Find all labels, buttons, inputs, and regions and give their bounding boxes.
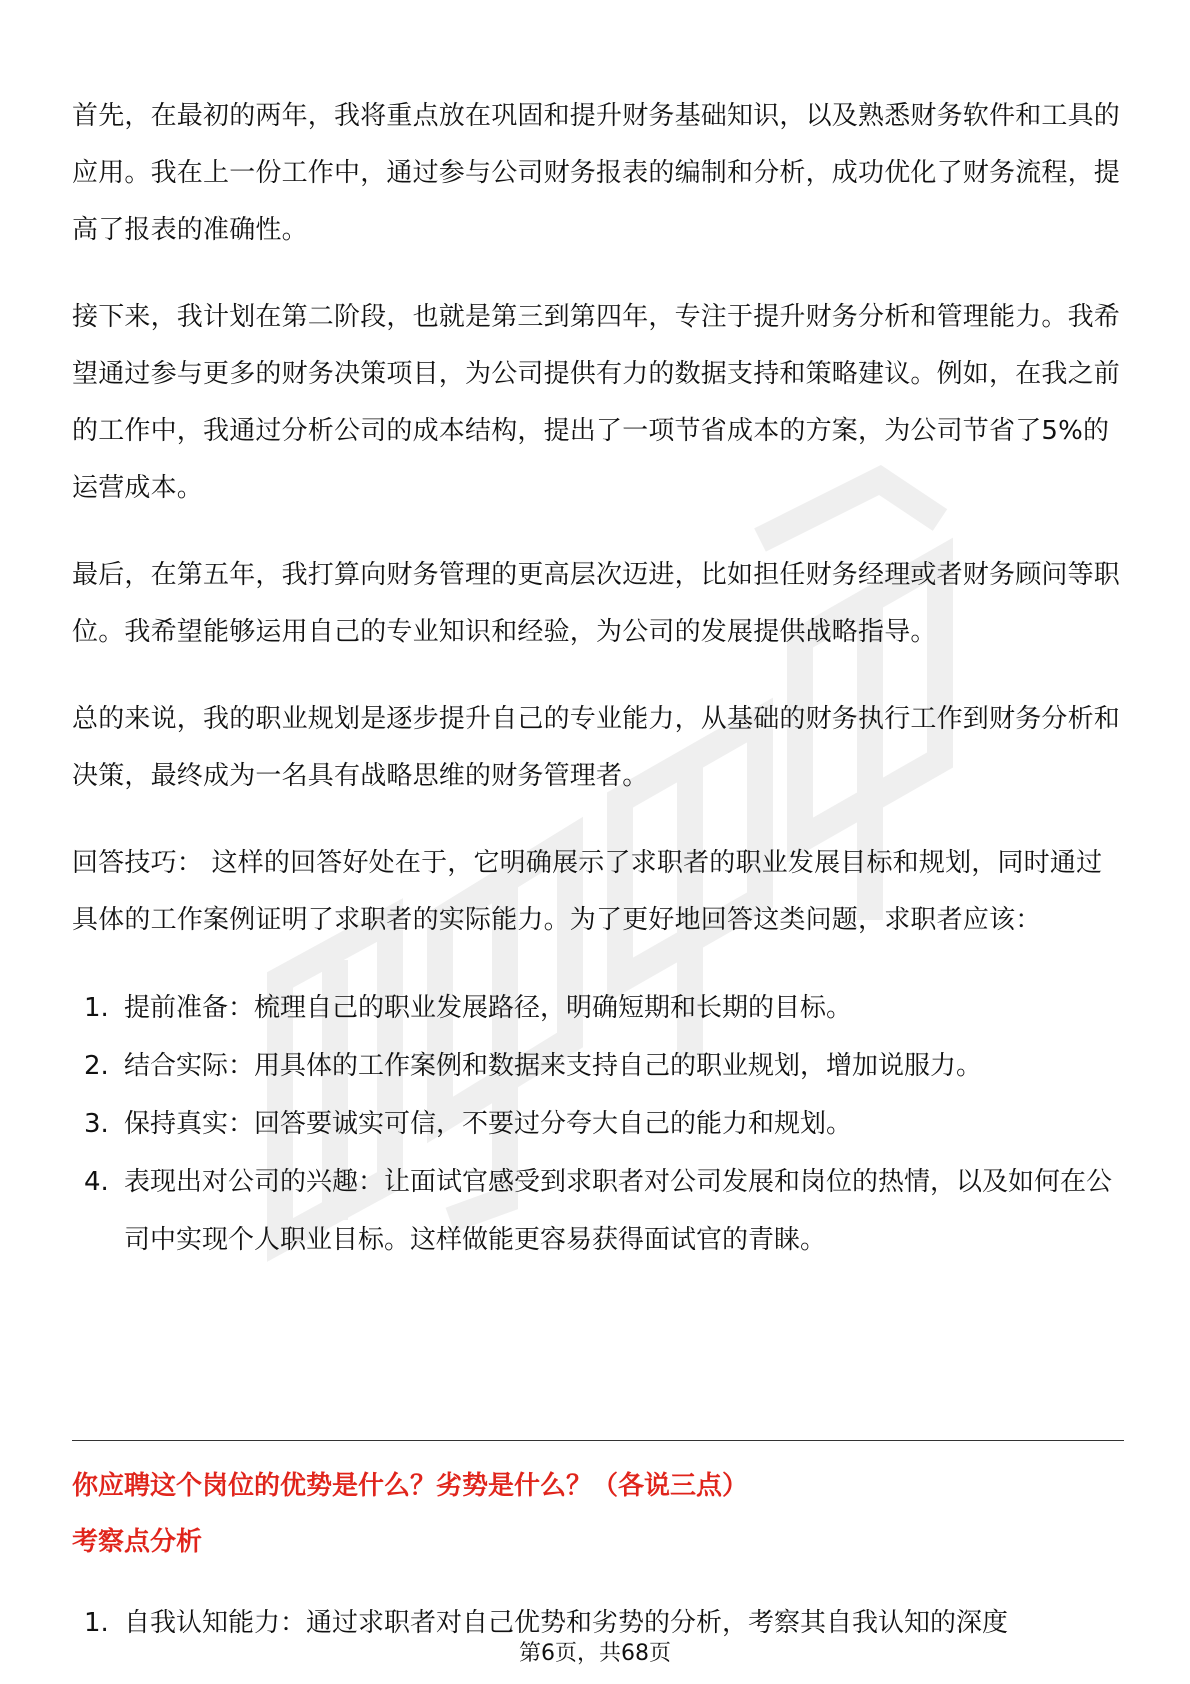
list-item xyxy=(72,979,1122,1037)
paragraph-summary: 总的来说，我的职业规划是逐步提升自己的专业能力，从基础的财务执行工作到财务分析和决策，最终成为一名具有战略思维的财务管理者。 xyxy=(72,704,1121,791)
paragraph-fifth-year: 最后，在第五年，我打算向财务管理的更高层次迈进，比如担任财务经理或者财务顾问等职位。我希望能够运用自己的专业知识和经验，为公司的发展提供战略指导。 xyxy=(72,560,1121,647)
page-number-footer: 第6页，共68页 xyxy=(519,1641,671,1666)
list-item-number: 4. xyxy=(84,1167,109,1197)
list-item-text: 结合实际：用具体的工作案例和数据来支持自己的职业规划，增加说服力。 xyxy=(124,1051,983,1081)
paragraph-answer-tips: 回答技巧： 这样的回答好处在于，它明确展示了求职者的职业发展目标和规划，同时通过具体的工作案例证明了求职者的实际能力。为了更好地回答这类问题，求职者应该： xyxy=(72,848,1103,935)
list-item xyxy=(72,1153,1122,1269)
list-item-number: 3. xyxy=(84,1109,109,1139)
list-item-number: 1. xyxy=(84,993,109,1023)
section-divider xyxy=(72,1440,1124,1441)
question-subtitle: 考察点分析 xyxy=(72,1527,203,1557)
main-content xyxy=(72,88,1122,1269)
list-item xyxy=(72,1037,1122,1095)
list-item xyxy=(72,1095,1122,1153)
list-item-text: 提前准备：梳理自己的职业发展路径，明确短期和长期的目标。 xyxy=(124,993,853,1023)
list-item-text: 表现出对公司的兴趣：让面试官感受到求职者对公司发展和岗位的热情，以及如何在公司中实现个人职业目标。这样做能更容易获得面试官的青睐。 xyxy=(124,1167,1113,1255)
list-item-text: 自我认知能力：通过求职者对自己优势和劣势的分析，考察其自我认知的深度 xyxy=(124,1608,1009,1638)
list-item-number: 2. xyxy=(84,1051,109,1081)
tips-list xyxy=(72,979,1122,1269)
paragraph-stage-two: 接下来，我计划在第二阶段，也就是第三到第四年，专注于提升财务分析和管理能力。我希望通过参与更多的财务决策项目，为公司提供有力的数据支持和策略建议。例如，在我之前的工作中，我通过分析公司的成本结构，提出了一项节省成本的方案，为公司节省了5%的运营成本。 xyxy=(72,302,1121,503)
paragraph-first-two-years: 首先，在最初的两年，我将重点放在巩固和提升财务基础知识，以及熟悉财务软件和工具的应用。我在上一份工作中，通过参与公司财务报表的编制和分析，成功优化了财务流程，提高了报表的准确性。 xyxy=(72,101,1121,245)
list-item-number: 1. xyxy=(84,1608,109,1638)
question-title: 你应聘这个岗位的优势是什么？劣势是什么？（各说三点） xyxy=(72,1471,749,1501)
list-item-text: 保持真实：回答要诚实可信，不要过分夸大自己的能力和规划。 xyxy=(124,1109,853,1139)
